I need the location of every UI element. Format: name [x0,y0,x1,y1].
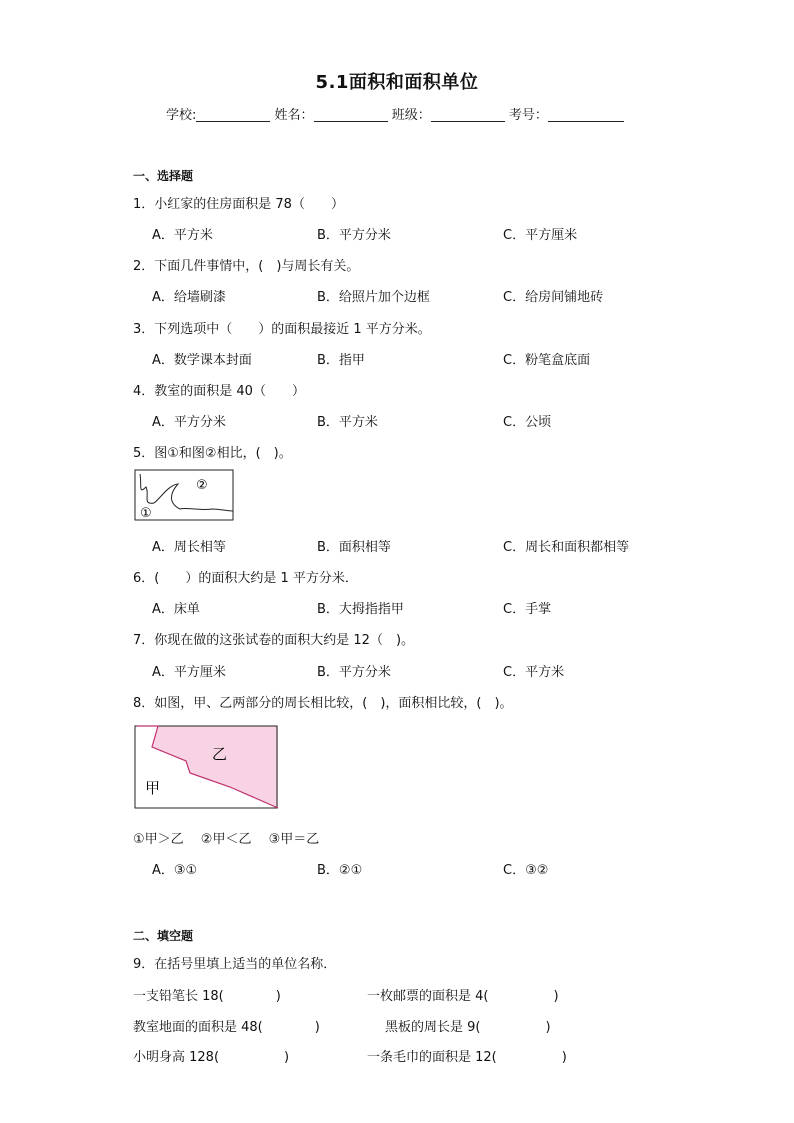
figure-5-label-2: ② [196,478,208,493]
question-8: 8．如图，甲、乙两部分的周长相比较，( )，面积相比较，( )。 [133,696,513,711]
figure-5-shapes [134,469,236,523]
number-blank[interactable] [548,107,624,122]
q7-option-c[interactable]: C．平方米 [503,665,565,680]
question-3: 3．下列选项中（ ）的面积最接近 1 平方分米。 [133,322,431,337]
figure-8-region-yi [152,726,278,808]
question-6: 6．( ）的面积大约是 1 平方分米． [133,571,358,586]
name-blank[interactable] [314,107,388,122]
q2-option-c[interactable]: C．给房间铺地砖 [503,290,604,305]
q7-option-b[interactable]: B．平方分米 [317,665,391,680]
q1-option-c[interactable]: C．平方厘米 [503,228,578,243]
q9-item-pencil[interactable]: 一支铅笔长 18( ) [133,989,281,1004]
q8-comparison-choices: ①甲＞乙 ②甲＜乙 ③甲＝乙 [133,832,320,847]
q4-option-a[interactable]: A．平方分米 [152,415,226,430]
q6-option-b[interactable]: B．大拇指指甲 [317,602,404,617]
question-5: 5．图①和图②相比，( )。 [133,446,292,461]
q6-option-a[interactable]: A．床单 [152,602,200,617]
q5-option-a[interactable]: A．周长相等 [152,540,226,555]
class-label: 班级： [391,108,431,123]
q9-item-classroom-floor[interactable]: 教室地面的面积是 48( ) [133,1020,320,1035]
section-fill-heading: 二、填空题 [133,929,194,943]
q5-option-b[interactable]: B．面积相等 [317,540,391,555]
number-label: 考号： [508,108,548,123]
figure-8-shapes [134,725,280,811]
name-label: 姓名： [274,108,314,123]
figure-8-label-jia: 甲 [145,779,161,797]
q8-option-c[interactable]: C．③② [503,863,549,878]
q1-option-a[interactable]: A．平方米 [152,228,213,243]
page-title: 5.1面积和面积单位 [315,72,479,93]
q5-option-c[interactable]: C．周长和面积都相等 [503,540,630,555]
question-4: 4．教室的面积是 40（ ） [133,384,305,399]
q8-option-a[interactable]: A．③① [152,863,198,878]
school-blank[interactable] [196,107,270,122]
question-1: 1．小红家的住房面积是 78（ ） [133,197,344,212]
figure-5-dividing-curve [140,474,233,511]
q6-option-c[interactable]: C．手掌 [503,602,552,617]
q3-option-c[interactable]: C．粉笔盒底面 [503,353,591,368]
q1-option-b[interactable]: B．平方分米 [317,228,391,243]
q3-option-a[interactable]: A．数学课本封面 [152,353,252,368]
section-choice-heading: 一、选择题 [133,169,194,183]
q2-option-a[interactable]: A．给墙刷漆 [152,290,226,305]
student-info-line [166,104,624,123]
q9-item-height[interactable]: 小明身高 128( ) [133,1050,290,1065]
question-7: 7．你现在做的这张试卷的面积大约是 12（ )。 [133,633,415,648]
q8-option-b[interactable]: B．②① [317,863,363,878]
question-2: 2．下面几件事情中，( )与周长有关。 [133,259,360,274]
q7-option-a[interactable]: A．平方厘米 [152,665,226,680]
school-label: 学校: [166,108,197,123]
figure-8-label-yi: 乙 [212,745,228,763]
q3-option-b[interactable]: B．指甲 [317,353,365,368]
question-9: 9．在括号里填上适当的单位名称． [133,957,337,972]
q2-option-b[interactable]: B．给照片加个边框 [317,290,430,305]
q9-item-towel[interactable]: 一条毛巾的面积是 12( ) [367,1050,567,1065]
q9-item-blackboard[interactable]: 黑板的周长是 9( ) [385,1020,551,1035]
q4-option-b[interactable]: B．平方米 [317,415,378,430]
q9-item-stamp[interactable]: 一枚邮票的面积是 4( ) [367,989,559,1004]
q4-option-c[interactable]: C．公顷 [503,415,552,430]
figure-5-label-1: ① [140,506,152,521]
class-blank[interactable] [431,107,505,122]
